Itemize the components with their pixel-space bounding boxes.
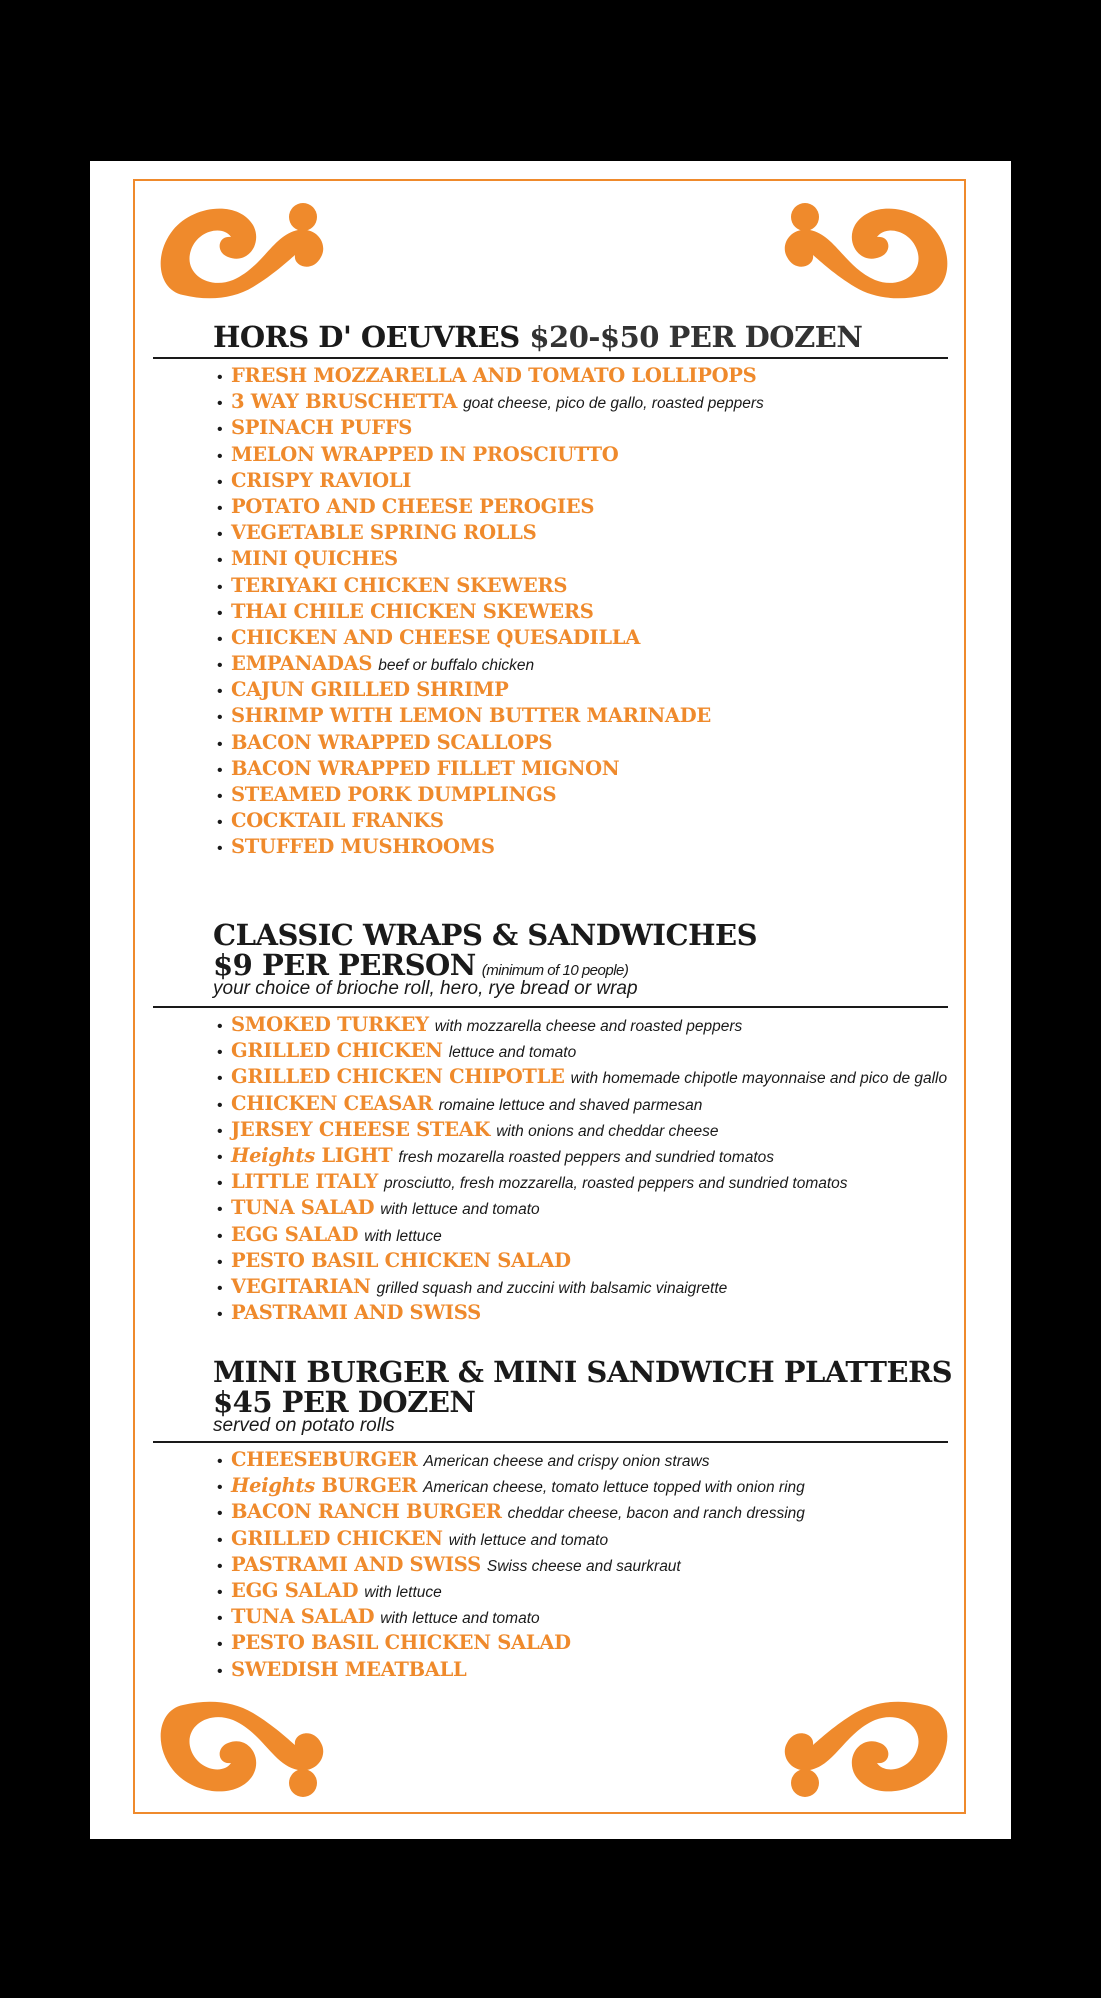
menu-item-name	[231, 1448, 417, 1471]
menu-item-name-text: CRISPY RAVIOLI	[231, 468, 412, 492]
scroll-ornament-icon	[153, 1695, 328, 1805]
bullet-icon: •	[217, 1557, 223, 1575]
bullet-icon: •	[217, 421, 223, 439]
menu-item-name-text: STUFFED MUSHROOMS	[231, 835, 495, 859]
menu-item-name	[231, 783, 556, 806]
menu-item-name-text: MELON WRAPPED IN PROSCIUTTO	[231, 442, 619, 466]
menu-item-name-text: CHICKEN AND CHEESE QUESADILLA	[231, 625, 641, 649]
wraps-item-list	[217, 1012, 947, 1326]
menu-item-description: with mozzarella cheese and roasted peppers	[434, 1018, 743, 1035]
menu-item-name-text: TERIYAKI CHICKEN SKEWERS	[231, 573, 568, 597]
menu-item-description: fresh mozarella roasted peppers and sundried tomatos	[398, 1148, 775, 1166]
menu-item-name	[231, 574, 567, 597]
menu-item	[217, 415, 764, 441]
menu-item-name	[231, 678, 509, 701]
menu-item-name-text: GRILLED CHICKEN CHIPOTLE	[231, 1065, 565, 1089]
bullet-icon: •	[217, 1227, 223, 1245]
bullet-icon: •	[217, 840, 223, 858]
menu-item	[217, 703, 764, 729]
menu-item-description: goat cheese, pico de gallo, roasted peppers	[463, 395, 764, 413]
menu-item	[217, 1117, 947, 1143]
bullet-icon: •	[217, 1070, 223, 1088]
menu-item-name-text: PESTO BASIL CHICKEN SALAD	[231, 1631, 571, 1655]
menu-item-name-text: VEGITARIAN	[231, 1274, 371, 1298]
bullet-icon: •	[217, 814, 223, 832]
wraps-note: (minimum of 10 people)	[481, 962, 629, 979]
menu-item	[217, 1630, 805, 1656]
menu-item-description: with onions and cheddar cheese	[496, 1122, 719, 1140]
menu-item	[217, 1064, 947, 1090]
wraps-price-line	[213, 950, 628, 980]
menu-item-name-text: PESTO BASIL CHICKEN SALAD	[231, 1248, 571, 1272]
scroll-ornament-icon	[153, 195, 328, 305]
menu-item-name	[231, 1039, 443, 1062]
menu-item	[217, 625, 764, 651]
menu-item-name-text: 3 WAY BRUSCHETTA	[231, 390, 458, 414]
menu-item-name-text: TUNA SALAD	[231, 1605, 375, 1629]
menu-item	[217, 1248, 947, 1274]
burgers-subtitle: served on potato rolls	[213, 1415, 395, 1436]
wraps-divider	[153, 1006, 948, 1008]
burgers-title: MINI BURGER & MINI SANDWICH PLATTERS	[213, 1355, 953, 1389]
bullet-icon: •	[217, 499, 223, 517]
hors-title: HORS D' OEUVRES	[213, 320, 520, 354]
bullet-icon: •	[217, 630, 223, 648]
menu-item-name	[231, 626, 640, 649]
scroll-ornament-icon	[780, 195, 955, 305]
menu-item-name-text: FRESH MOZZARELLA AND TOMATO LOLLIPOPS	[231, 364, 757, 387]
burgers-divider	[153, 1441, 948, 1443]
menu-item-name-text: CHICKEN CEASAR	[231, 1091, 433, 1115]
menu-item	[217, 1604, 805, 1630]
menu-item-description: with lettuce and tomato	[380, 1610, 540, 1628]
menu-item-name	[231, 1553, 481, 1576]
menu-item	[217, 1578, 805, 1604]
menu-item	[217, 1473, 805, 1499]
menu-item-name	[231, 835, 495, 858]
menu-item-description: Swiss cheese and saurkraut	[486, 1557, 681, 1575]
menu-item	[217, 1552, 805, 1578]
menu-item-script: Heights	[231, 1474, 315, 1498]
menu-item	[217, 468, 764, 494]
menu-item-description: with lettuce and tomato	[380, 1201, 540, 1219]
bullet-icon: •	[217, 1253, 223, 1271]
menu-item-name-text: JERSEY CHEESE STEAK	[231, 1117, 491, 1141]
menu-item-name-text: EMPANADAS	[231, 652, 373, 676]
menu-item-name	[231, 1196, 374, 1219]
menu-item-name	[231, 469, 411, 492]
menu-item-script: Heights	[231, 1143, 315, 1167]
menu-item-description: beef or buffalo chicken	[378, 657, 535, 675]
menu-item-name	[231, 809, 444, 832]
bullet-icon: •	[217, 1662, 223, 1680]
bullet-icon: •	[217, 735, 223, 753]
hors-heading	[213, 322, 862, 352]
menu-item	[217, 389, 764, 415]
menu-item-name	[231, 1301, 481, 1324]
bullet-icon: •	[217, 395, 223, 413]
bullet-icon: •	[217, 683, 223, 701]
menu-item-name-text: CHEESEBURGER	[231, 1448, 418, 1471]
menu-item-name	[231, 1500, 502, 1523]
wraps-title: CLASSIC WRAPS & SANDWICHES	[213, 918, 758, 952]
bullet-icon: •	[217, 1610, 223, 1628]
menu-item-name	[231, 547, 398, 570]
menu-item-name-text: SHRIMP WITH LEMON BUTTER MARINADE	[231, 704, 711, 728]
menu-item	[217, 546, 764, 572]
bullet-icon: •	[217, 578, 223, 596]
menu-item	[217, 442, 764, 468]
bullet-icon: •	[217, 1479, 223, 1497]
menu-item-description: American cheese, tomato lettuce topped with onion ring	[423, 1479, 805, 1497]
menu-item-name-text: CAJUN GRILLED SHRIMP	[231, 678, 509, 702]
bullet-icon: •	[217, 447, 223, 465]
bullet-icon: •	[217, 369, 223, 386]
menu-item-name	[231, 1658, 466, 1681]
menu-item-name-text: GRILLED CHICKEN	[231, 1039, 443, 1063]
menu-item-name	[231, 1275, 371, 1298]
bullet-icon: •	[217, 788, 223, 805]
menu-item-name-text: SPINACH PUFFS	[231, 416, 413, 440]
menu-item-name-text: SMOKED TURKEY	[231, 1013, 429, 1036]
burgers-item-list	[217, 1447, 805, 1683]
burgers-price: $45 PER DOZEN	[213, 1385, 476, 1419]
menu-item-name	[231, 1527, 443, 1550]
menu-item-description: with lettuce	[364, 1227, 442, 1245]
menu-item	[217, 573, 764, 599]
menu-item	[217, 756, 764, 782]
menu-item	[217, 1012, 947, 1038]
menu-item-name	[231, 757, 619, 780]
menu-item-name-text: LIGHT	[321, 1143, 393, 1167]
bullet-icon: •	[217, 473, 223, 491]
menu-item-name	[231, 1579, 358, 1602]
menu-item	[217, 730, 764, 756]
menu-item-name-text: EGG SALAD	[231, 1578, 359, 1602]
menu-item-name-text: MINI QUICHES	[231, 547, 398, 571]
menu-item-description: American cheese and crispy onion straws	[423, 1453, 710, 1470]
menu-item-name	[231, 443, 618, 466]
menu-item-name	[231, 1249, 571, 1272]
menu-item	[217, 1499, 805, 1525]
bullet-icon: •	[217, 1505, 223, 1523]
wraps-subtitle: your choice of brioche roll, hero, rye bread or wrap	[213, 978, 638, 999]
menu-item-name	[231, 390, 457, 413]
menu-item-description: prosciutto, fresh mozzarella, roasted peppers and sundried tomatos	[384, 1175, 848, 1193]
menu-item-name	[231, 1013, 429, 1036]
menu-item-name-text: BACON RANCH BURGER	[231, 1500, 502, 1524]
menu-item-name	[231, 1474, 417, 1497]
menu-item-name-text: LITTLE ITALY	[231, 1170, 379, 1194]
menu-item	[217, 834, 764, 860]
menu-item-name	[231, 364, 756, 387]
bullet-icon: •	[217, 1306, 223, 1324]
bullet-icon: •	[217, 1531, 223, 1549]
menu-item-description: romaine lettuce and shaved parmesan	[438, 1096, 703, 1114]
menu-item	[217, 651, 764, 677]
menu-item-name-text: COCKTAIL FRANKS	[231, 809, 444, 833]
menu-item-description: lettuce and tomato	[448, 1044, 577, 1062]
scroll-ornament-icon	[780, 1695, 955, 1805]
menu-item	[217, 363, 764, 389]
menu-item	[217, 1091, 947, 1117]
bullet-icon: •	[217, 526, 223, 544]
menu-item	[217, 1222, 947, 1248]
menu-item-name-text: STEAMED PORK DUMPLINGS	[231, 783, 557, 806]
menu-item-name	[231, 1170, 378, 1193]
menu-item	[217, 1169, 947, 1195]
menu-item	[217, 599, 764, 625]
bullet-icon: •	[217, 1044, 223, 1062]
bullet-icon: •	[217, 1636, 223, 1654]
menu-item-description: with lettuce	[364, 1583, 442, 1601]
menu-item-name	[231, 652, 372, 675]
menu-item	[217, 494, 764, 520]
hors-price: $20-$50 PER DOZEN	[529, 320, 863, 354]
menu-item-name-text: GRILLED CHICKEN	[231, 1526, 443, 1550]
menu-item-name	[231, 1605, 374, 1628]
hors-item-list	[217, 363, 764, 861]
menu-item-name	[231, 1065, 565, 1088]
wraps-price: $9 PER PERSON	[213, 948, 476, 982]
menu-item-name-text: PASTRAMI AND SWISS	[231, 1552, 481, 1576]
menu-item-name	[231, 704, 711, 727]
menu-item-name-text: TUNA SALAD	[231, 1196, 375, 1220]
menu-item-name	[231, 521, 536, 544]
menu-item-description: cheddar cheese, bacon and ranch dressing	[507, 1505, 805, 1523]
menu-item-description: grilled squash and zuccini with balsamic vinaigrette	[376, 1279, 728, 1297]
menu-item-name-text: BACON WRAPPED FILLET MIGNON	[231, 756, 620, 780]
bullet-icon: •	[217, 1018, 223, 1035]
menu-item-name-text: POTATO AND CHEESE PEROGIES	[231, 494, 595, 518]
menu-item-description: with lettuce and tomato	[448, 1531, 609, 1549]
menu-item-name	[231, 1144, 392, 1167]
bullet-icon: •	[217, 1122, 223, 1140]
bullet-icon: •	[217, 1096, 223, 1114]
menu-item-name-text: BURGER	[321, 1474, 418, 1498]
bullet-icon: •	[217, 552, 223, 570]
menu-item	[217, 1274, 947, 1300]
menu-item-description: with homemade chipotle mayonnaise and pico de gallo	[570, 1070, 948, 1088]
bullet-icon: •	[217, 657, 223, 675]
menu-item-name	[231, 731, 552, 754]
menu-item	[217, 677, 764, 703]
bullet-icon: •	[217, 1175, 223, 1193]
menu-item-name	[231, 1631, 571, 1654]
bullet-icon: •	[217, 761, 223, 779]
menu-item-name-text: VEGETABLE SPRING ROLLS	[231, 521, 537, 545]
menu-item	[217, 1447, 805, 1473]
menu-item-name-text: THAI CHILE CHICKEN SKEWERS	[231, 599, 594, 623]
menu-item-name-text: BACON WRAPPED SCALLOPS	[231, 730, 553, 754]
menu-item	[217, 520, 764, 546]
bullet-icon: •	[217, 1453, 223, 1470]
menu-item	[217, 1300, 947, 1326]
menu-item	[217, 1143, 947, 1169]
menu-item-name	[231, 1092, 433, 1115]
menu-item	[217, 1657, 805, 1683]
bullet-icon: •	[217, 1201, 223, 1219]
menu-item	[217, 808, 764, 834]
menu-item	[217, 1038, 947, 1064]
menu-item	[217, 782, 764, 808]
menu-item	[217, 1526, 805, 1552]
hors-divider	[153, 357, 948, 359]
menu-item-name	[231, 1118, 490, 1141]
bullet-icon: •	[217, 1279, 223, 1297]
menu-item-name	[231, 495, 594, 518]
menu-item-name	[231, 600, 594, 623]
menu-item-name-text: SWEDISH MEATBALL	[231, 1657, 467, 1681]
bullet-icon: •	[217, 709, 223, 727]
menu-item-name	[231, 1223, 358, 1246]
menu-item	[217, 1195, 947, 1221]
menu-item-name	[231, 416, 412, 439]
menu-item-name-text: PASTRAMI AND SWISS	[231, 1301, 481, 1325]
bullet-icon: •	[217, 1148, 223, 1166]
bullet-icon: •	[217, 1583, 223, 1601]
menu-item-name-text: EGG SALAD	[231, 1222, 359, 1246]
bullet-icon: •	[217, 604, 223, 622]
